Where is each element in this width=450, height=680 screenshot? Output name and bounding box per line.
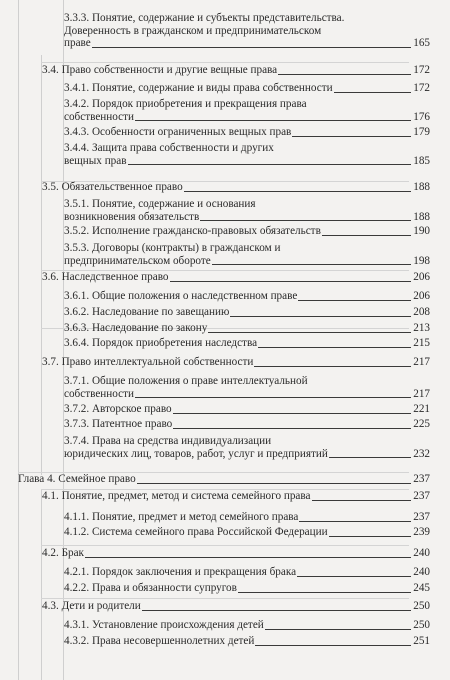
toc-entry-title: 3.4.1. Понятие, содержание и виды права собственности: [64, 82, 333, 94]
toc-entry: [64, 12, 430, 50]
toc-entry-title: 3.4. Право собственности и другие вещные права: [42, 64, 278, 76]
toc-entry-title: 4.2.1. Порядок заключения и прекращения брака: [64, 566, 297, 578]
toc-entry-title: 3.7. Право интеллектуальной собственности: [42, 356, 254, 368]
toc-entry-title: 3.5.3. Договоры (контракты) в гражданском и: [64, 242, 281, 254]
toc-entry: [64, 566, 430, 579]
page-number: 251: [413, 635, 430, 647]
page-number: 215: [413, 337, 430, 349]
toc-entry-title: вещных прав: [64, 154, 127, 167]
toc-entry: [64, 290, 430, 303]
toc-entry: [42, 64, 430, 77]
toc-entry: [64, 619, 430, 632]
page-number: 240: [413, 547, 430, 559]
toc-entry: [64, 198, 430, 223]
toc-entry-title: 3.3.3. Понятие, содержание и субъекты представительства.: [64, 12, 345, 24]
toc-entry: [18, 473, 430, 486]
toc-entry-title: возникновения обязательств: [64, 210, 200, 223]
page-number: 240: [413, 566, 430, 578]
toc-entry-title: 3.5.2. Исполнение гражданско-правовых обязательств: [64, 225, 321, 237]
toc-entry: [42, 181, 430, 194]
page-number: 188: [413, 210, 430, 223]
toc-entry: [64, 322, 430, 335]
leader-line: [184, 191, 412, 192]
toc-entry-title: праве: [64, 37, 91, 49]
leader-line: [137, 483, 412, 484]
toc-entry-title: 3.7.2. Авторское право: [64, 403, 172, 415]
toc-entry-title: 4.1.1. Понятие, предмет и метод семейного права: [64, 511, 299, 523]
toc-entry-title: 4.2. Брак: [42, 547, 84, 559]
toc-entry-title: 3.5. Обязательственное право: [42, 181, 183, 193]
page-number: 190: [413, 225, 430, 237]
toc-entry: [64, 306, 430, 319]
page-number: 185: [413, 154, 430, 167]
toc-entry: [64, 403, 430, 416]
page-number: 250: [413, 600, 430, 612]
leader-line: [212, 264, 412, 265]
page-number: 237: [413, 511, 430, 523]
toc-entry: [64, 582, 430, 595]
toc-entry: [64, 242, 430, 267]
toc-entry-title: 4.3.2. Права несовершеннолетних детей: [64, 635, 255, 647]
toc-entry: [42, 547, 430, 560]
leader-line: [135, 120, 411, 121]
toc-entry-title: 3.6.4. Порядок приобретения наследства: [64, 337, 258, 349]
page-number: 188: [413, 181, 430, 193]
leader-line: [92, 47, 411, 48]
page-number: 221: [413, 403, 430, 415]
page-number: 172: [413, 82, 430, 94]
page-number: 179: [413, 126, 430, 138]
toc-entry: [42, 356, 430, 369]
row-rule: [41, 545, 409, 546]
page-number: 208: [413, 306, 430, 318]
leader-line: [334, 92, 412, 93]
leader-line: [292, 136, 411, 137]
leader-line: [238, 592, 411, 593]
toc-entry: [42, 600, 430, 613]
leader-line: [142, 610, 411, 611]
vertical-rule-left: [18, 0, 19, 680]
toc-entry-title: 4.1.2. Система семейного права Российской Федерации: [64, 526, 328, 538]
leader-line: [230, 316, 411, 317]
leader-line: [298, 300, 411, 301]
row-rule: [41, 598, 409, 599]
toc-entry: [64, 511, 430, 524]
toc-entry-title: Доверенность в гражданском и предпринимательском: [64, 24, 322, 37]
toc-entry-title: собственности: [64, 110, 134, 123]
toc-entry: [64, 435, 430, 460]
toc-entry-title: 3.6.2. Наследование по завещанию: [64, 306, 230, 318]
page-number: 217: [413, 387, 430, 400]
toc-entry: [64, 526, 430, 539]
toc-entry: [42, 271, 430, 284]
page-number: 232: [413, 447, 430, 460]
leader-line: [173, 428, 411, 429]
page-number: 237: [413, 473, 430, 485]
page-number: 213: [413, 322, 430, 334]
toc-entry: [64, 98, 430, 123]
toc-entry: [64, 142, 430, 167]
leader-line: [135, 397, 411, 398]
vertical-rule-mid-2: [41, 490, 42, 680]
leader-line: [85, 557, 411, 558]
leader-line: [297, 576, 411, 577]
leader-line: [258, 347, 411, 348]
page-number: 165: [413, 37, 430, 49]
leader-line: [173, 413, 412, 414]
leader-line: [329, 457, 411, 458]
leader-line: [322, 235, 411, 236]
leader-line: [299, 521, 411, 522]
toc-entry-title: 3.5.1. Понятие, содержание и основания: [64, 198, 256, 210]
leader-line: [200, 220, 411, 221]
page-number: 172: [413, 64, 430, 76]
toc-entry-title: 3.7.4. Права на средства индивидуализации: [64, 435, 272, 447]
page-number: 245: [413, 582, 430, 594]
vertical-rule-mid: [41, 55, 42, 475]
leader-line: [278, 74, 411, 75]
toc-entry-title: Глава 4. Семейное право: [18, 473, 136, 485]
toc-entry-title: 3.7.1. Общие положения о праве интеллектуальной: [64, 375, 308, 387]
toc-entry-title: 3.4.4. Защита права собственности и других: [64, 142, 274, 154]
toc-entry-title: юридических лиц, товаров, работ, услуг и предприятий: [64, 447, 328, 460]
leader-line: [254, 366, 411, 367]
page-number: 217: [413, 356, 430, 368]
toc-entry-title: 4.1. Понятие, предмет, метод и система семейного права: [42, 490, 311, 502]
toc-entry: [64, 225, 430, 238]
toc-entry: [64, 82, 430, 95]
leader-line: [128, 164, 412, 165]
leader-line: [265, 629, 411, 630]
page-number: 176: [413, 110, 430, 123]
toc-entry: [64, 635, 430, 648]
page-number: 250: [413, 619, 430, 631]
page-number: 225: [413, 418, 430, 430]
toc-entry-title: предпринимательском обороте: [64, 254, 211, 267]
toc-entry-title: собственности: [64, 387, 134, 400]
toc-entry: [42, 490, 430, 503]
toc-entry: [64, 375, 430, 400]
page-number: 206: [413, 271, 430, 283]
toc-entry-title: 4.3.1. Установление происхождения детей: [64, 619, 264, 631]
toc-entry: [64, 337, 430, 350]
toc-entry: [64, 418, 430, 431]
toc-entry: [64, 126, 430, 139]
leader-line: [208, 332, 411, 333]
toc-entry-title: 3.4.2. Порядок приобретения и прекращения права: [64, 98, 307, 110]
row-rule: [41, 62, 409, 63]
leader-line: [170, 281, 412, 282]
page-number: 239: [413, 526, 430, 538]
leader-line: [312, 500, 412, 501]
toc-entry-title: 3.4.3. Особенности ограниченных вещных прав: [64, 126, 292, 138]
page-number: 237: [413, 490, 430, 502]
page-number: 206: [413, 290, 430, 302]
leader-line: [255, 645, 411, 646]
page-number: 198: [413, 254, 430, 267]
leader-line: [329, 536, 412, 537]
toc-entry-title: 3.7.3. Патентное право: [64, 418, 173, 430]
toc-entry-title: 4.3. Дети и родители: [42, 600, 141, 612]
toc-entry-title: 3.6.3. Наследование по закону: [64, 322, 208, 334]
toc-entry-title: 3.6.1. Общие положения о наследственном праве: [64, 290, 298, 302]
toc-entry-title: 3.6. Наследственное право: [42, 271, 169, 283]
toc-entry-title: 4.2.2. Права и обязанности супругов: [64, 582, 237, 594]
